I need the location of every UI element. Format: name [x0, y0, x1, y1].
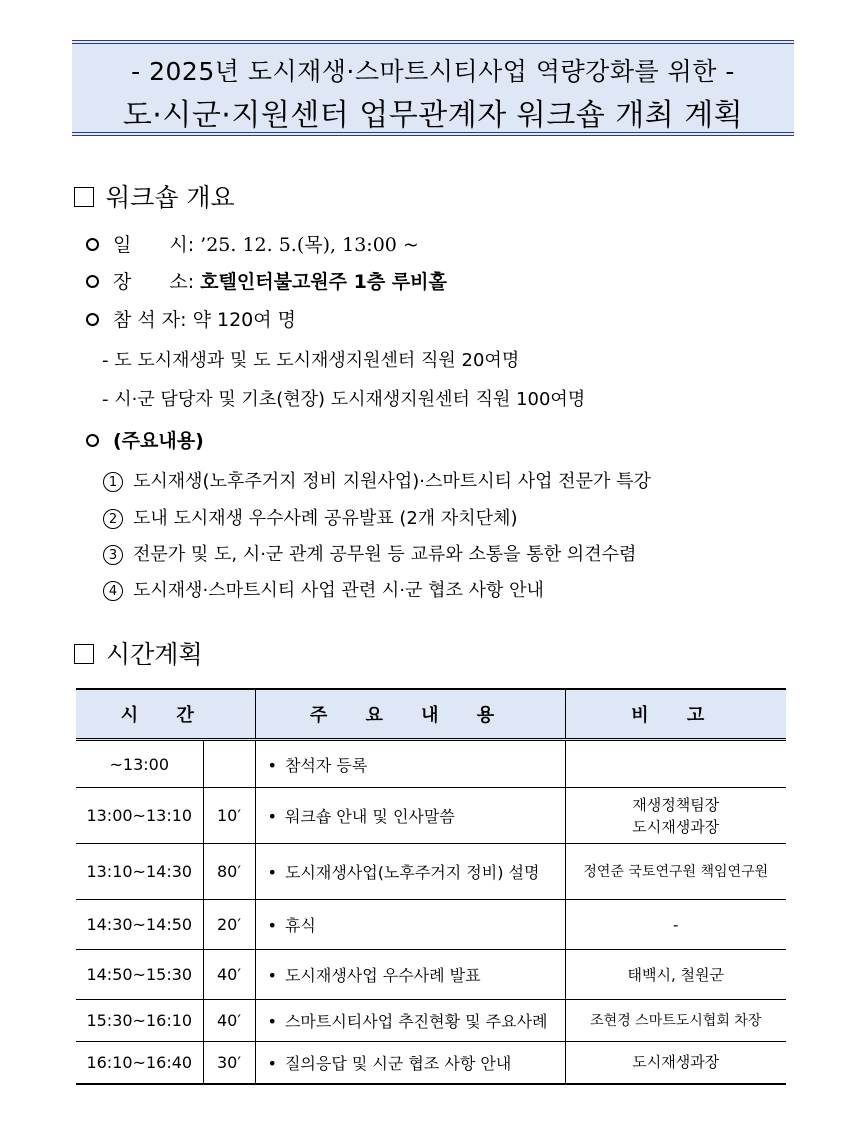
- column-header-content: 주 요 내 용: [255, 689, 565, 740]
- table-row: [76, 950, 786, 1000]
- note-cell: -: [565, 900, 786, 950]
- square-bullet-icon: [74, 644, 94, 664]
- time-cell: ~13:00: [76, 740, 203, 788]
- section-heading-schedule: 시간계획: [74, 635, 203, 671]
- main-item: 1 도시재생(노후주거지 정비 지원사업)·스마트시티 사업 전문가 특강: [103, 467, 651, 493]
- content-cell: • 도시재생사업 우수사례 발표: [255, 950, 565, 1000]
- duration-cell: 10′: [203, 788, 255, 844]
- duration-cell: 20′: [203, 900, 255, 950]
- duration-cell: 40′: [203, 950, 255, 1000]
- time-cell: 14:50~15:30: [76, 950, 203, 1000]
- table-row: [76, 1042, 786, 1084]
- duration-cell: 40′: [203, 1000, 255, 1042]
- circled-number: 1: [103, 472, 123, 492]
- circle-bullet-icon: [86, 434, 99, 447]
- circled-number: 4: [103, 581, 123, 601]
- note-cell: 재생정책팀장 도시재생과장: [565, 788, 786, 844]
- main-item: 3 전문가 및 도, 시·군 관계 공무원 등 교류와 소통을 통한 의견수렴: [103, 540, 636, 566]
- attendee-detail: - 도 도시재생과 및 도 도시재생지원센터 직원 20여명: [102, 350, 520, 371]
- circled-number: 3: [103, 545, 123, 565]
- schedule-table: [76, 688, 786, 1085]
- duration-cell: 80′: [203, 844, 255, 900]
- date-row: [86, 230, 419, 257]
- column-header-note: 비 고: [565, 689, 786, 740]
- attendee-detail: - 시·군 담당자 및 기초(현장) 도시재생지원센터 직원 100여명: [102, 389, 586, 410]
- note-cell: 정연준 국토연구원 책임연구원: [565, 844, 786, 900]
- main-item: 4 도시재생·스마트시티 사업 관련 시·군 협조 사항 안내: [103, 576, 544, 602]
- time-cell: 13:10~14:30: [76, 844, 203, 900]
- content-cell: • 질의응답 및 시군 협조 사항 안내: [255, 1042, 565, 1084]
- duration-cell: [203, 740, 255, 788]
- circle-bullet-icon: [86, 238, 99, 251]
- note-cell: 태백시, 철원군: [565, 950, 786, 1000]
- note-cell: [565, 740, 786, 788]
- time-cell: 15:30~16:10: [76, 1000, 203, 1042]
- column-header-time: 시 간: [76, 689, 255, 740]
- attendees-value: 약 120여 명: [192, 309, 297, 331]
- circle-bullet-icon: [86, 275, 99, 288]
- square-bullet-icon: [74, 187, 94, 207]
- content-cell: • 도시재생사업(노후주거지 정비) 설명: [255, 844, 565, 900]
- document-title-box: [72, 40, 794, 136]
- date-value: ’25. 12. 5.(목), 13:00 ~: [200, 234, 419, 256]
- attendees-row: [86, 305, 296, 332]
- note-cell: 조현경 스마트도시협회 차장: [565, 1000, 786, 1042]
- content-cell: • 휴식: [255, 900, 565, 950]
- place-value: 호텔인터불고원주 1층 루비홀: [200, 271, 447, 293]
- title-line-2: 도·시군·지원센터 업무관계자 워크숍 개최 계획: [122, 98, 744, 133]
- content-cell: • 워크숍 안내 및 인사말씀: [255, 788, 565, 844]
- circle-bullet-icon: [86, 313, 99, 326]
- main-item: 2 도내 도시재생 우수사례 공유발표 (2개 자치단체): [103, 504, 517, 530]
- table-row: [76, 1000, 786, 1042]
- table-row: [76, 740, 786, 788]
- place-row: [86, 267, 447, 294]
- time-cell: 13:00~13:10: [76, 788, 203, 844]
- time-cell: 14:30~14:50: [76, 900, 203, 950]
- place-label: 장 소:: [113, 271, 195, 293]
- table-row: [76, 788, 786, 844]
- table-row: [76, 844, 786, 900]
- content-cell: • 스마트시티사업 추진현황 및 주요사례: [255, 1000, 565, 1042]
- table-row: [76, 900, 786, 950]
- note-cell: 도시재생과장: [565, 1042, 786, 1084]
- time-cell: 16:10~16:40: [76, 1042, 203, 1084]
- main-content-heading: (주요내용): [86, 426, 204, 453]
- content-cell: • 참석자 등록: [255, 740, 565, 788]
- attendees-label: 참 석 자:: [113, 309, 187, 331]
- circled-number: 2: [103, 509, 123, 529]
- duration-cell: 30′: [203, 1042, 255, 1084]
- date-label: 일 시:: [113, 234, 195, 256]
- table-header-row: [76, 689, 786, 740]
- section-heading-overview: 워크숍 개요: [74, 178, 235, 214]
- title-line-1: - 2025년 도시재생·스마트시티사업 역량강화를 위한 -: [131, 57, 735, 86]
